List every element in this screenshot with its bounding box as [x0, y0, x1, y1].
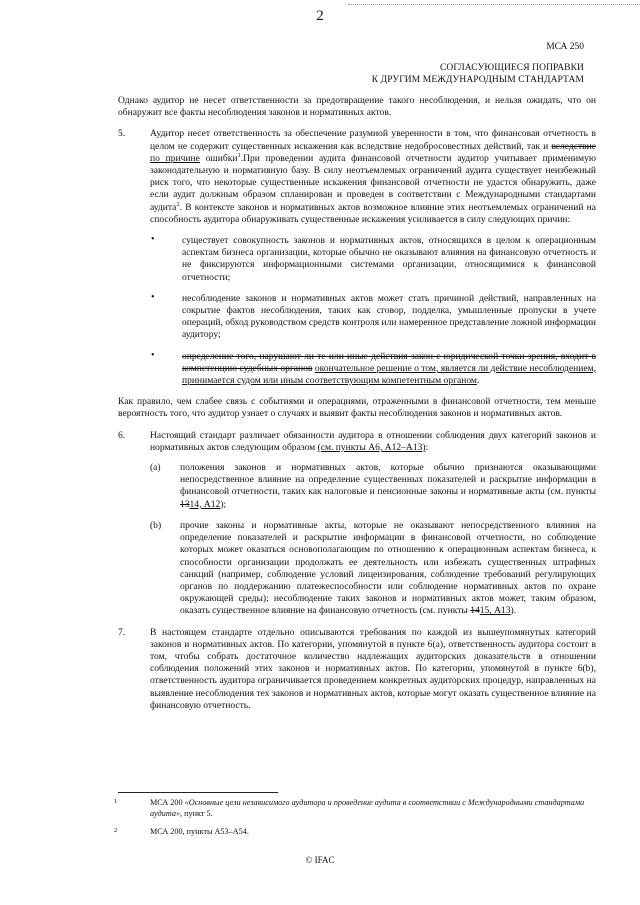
sub-item-a: (a) положения законов и нормативных актов, которые обычно признаются оказывающими непосредственное влияние на определение существенных показателей и раскрытие информации в финансовой отчетности, таких как налоговые и пенсионные законы и нормативные акты (см. пункты 1314, А12); — [150, 462, 596, 510]
sub-item-letter: (a) — [150, 462, 161, 474]
footnote-ref[interactable]: 1 — [237, 151, 241, 159]
bullet-icon: • — [151, 234, 155, 246]
after-bullets-paragraph: Как правило, чем слабее связь с событиями и операциями, отраженными в финансовой отчетности, тем меньше вероятность того, что аудитор узнает о случаях и выявит факты несоблюдения законов и нормативных актов. — [118, 396, 596, 420]
footnotes — [114, 798, 604, 846]
paragraph-number: 6. — [118, 429, 126, 441]
paragraph-5: 5. Аудитор несет ответственность за обеспечение разумной уверенности в том, что финансовая отчетность в целом не содержит существенных искажения как вследствие недобросовестных действий, так и вследствие по причине ошибки$^1$.При проведении аудита финансовой отчетности аудитор учитывает применимую законодательную и нормативную базу. В силу неотъемлемых ограничений аудита существует неизбежный риск того, что некоторые существенные искажения финансовой отчетности не удастся обнаружить, даже если аудит должным образом спланирован и проведен в соответствии с Международными стандартами аудита$^2$. В контексте законов и нормативных актов возможное влияние этих неотъемлемых ограничений на способность аудитора обнаруживать существенные искажения усиливается в силу следующих причин: — [118, 128, 596, 225]
deleted-text: определение того, нарушают ли те или иные действия закон с юридической точки зрения, входит в компетенцию судебных органов — [182, 350, 596, 374]
bullet-icon: • — [151, 291, 155, 303]
deleted-text: 13 — [180, 498, 190, 510]
footnote-separator — [118, 792, 278, 793]
document-body — [118, 95, 596, 721]
deleted-text: 14 — [470, 605, 480, 617]
list-item: • несоблюдение законов и нормативных актов может стать причиной действий, направленных на сокрытие фактов несоблюдения, таких как сговор, подделка, умышленные пропуски в учете операций, обход руководством средств контроля или намеренное представление ложной информации аудитору; — [151, 291, 596, 341]
top-dotted-rule — [348, 4, 640, 5]
inserted-text: окончательное решение о том, является ли действие несоблюдением, принимается судом или иным соответствующим компетентным органом — [182, 362, 597, 387]
cross-reference: (см. пункты А6, А12–А13) — [317, 441, 426, 453]
deleted-text: вследствие — [551, 140, 596, 152]
paragraph-7: 7. В настоящем стандарте отдельно описываются требования по каждой из вышеупомянутых категорий законов и нормативных актов. По категории, упомянутой в пункте 6(a), ответственность аудитора состоит в том, чтобы собрать достаточное количество надлежащих аудиторских доказательств в отношении соблюдения положений этих законов и нормативных актов. По категории, упомянутой в пункте 6(b), ответственность аудитора ограничивается проведением конкретных аудиторских процедур, направленных на выявление несоблюдения тех законов и нормативных актов, которые могут оказать существенное влияние на финансовую отчетность. — [118, 626, 596, 711]
paragraph-6: 6. Настоящий стандарт различает обязанности аудитора в отношении соблюдения двух категорий законов и нормативных актов следующим образом (см. пункты А6, А12–А13): (a) положения законов и нормативных актов, которые обычно признаются оказывающими непосредственное влияние на определение существенных показателей и раскрытие информации в финансовой отчетности, таких как налоговые и пенсионные законы и нормативные акты (см. пункты 1314, А12); (b) прочие законы и нормативные акты, которые не оказывают непосредственного влияния на определение показателей и раскрытие информации в финансовой отчетности, но соблюдение которых может оказаться основополагающим по отношению к операционным аспектам бизнеса, к способности организации продолжать ее деятельность или избежать существенных штрафных санкций (например, соблюдение условий лицензирования, соблюдение требований регулирующих органов по поддержанию платежеспособности или соблюдение нормативных актов по охране окружающей среды); несоблюдение таких законов и нормативных актов может, таким образом, оказать существенное влияние на финансовую отчетность (см. пункты 1415, А13). — [118, 429, 596, 617]
intro-paragraph: Однако аудитор не несет ответственности за предотвращение такого несоблюдения, и нельзя ожидать, что он обнаружит все факты несоблюдения законов и нормативных актов. — [118, 95, 596, 119]
inserted-text: 15, А13 — [479, 605, 511, 617]
header-title-line-2: К ДРУГИМ МЕЖДУНАРОДНЫМ СТАНДАРТАМ — [371, 75, 584, 85]
footnote-title: «Основные цели независимого аудитора и проведение аудита в соответствии с Международными стандартами аудита» — [150, 798, 585, 818]
bullet-icon: • — [151, 349, 155, 361]
list-item: • определение того, нарушают ли те или иные действия закон с юридической точки зрения, входит в компетенцию судебных органов окончательное решение о том, является ли действие несоблюдением, принимается судом или иным соответствующим компетентным органом. — [151, 349, 597, 387]
paragraph-number: 5. — [118, 128, 126, 140]
footnote-number: 1 — [114, 798, 118, 805]
list-item: • существует совокупность законов и нормативных актов, относящихся в целом к операционным аспектам бизнеса организации, которые обычно не оказывают влияния на финансовую отчетность и не фиксируются информационными системами организации, относящимися к финансовой отчетности; — [151, 234, 596, 283]
footnote-1: 1 МСА 200 «Основные цели независимого аудитора и проведение аудита в соответствии с Международными стандартами аудита», пункт 5. — [114, 798, 585, 818]
sub-item-b: (b) прочие законы и нормативные акты, которые не оказывают непосредственного влияния на определение показателей и раскрытие информации в финансовой отчетности, но соблюдение которых может оказаться основополагающим по отношению к операционным аспектам бизнеса, к способности организации продолжать ее деятельность или избежать существенных штрафных санкций (например, соблюдение условий лицензирования, соблюдение требований регулирующих органов по поддержанию платежеспособности или соблюдение нормативных актов по охране окружающей среды); несоблюдение таких законов и нормативных актов может, таким образом, оказать существенное влияние на финансовую отчетность (см. пункты 1415, А13). — [150, 519, 596, 617]
paragraph-number: 7. — [118, 626, 126, 638]
footnote-2: 2 МСА 200, пункты А53–А54. — [114, 827, 249, 837]
footnote-number: 2 — [114, 827, 118, 835]
footnote-ref[interactable]: 2 — [176, 200, 180, 208]
inserted-text: по причине — [150, 152, 200, 164]
inserted-text: 14, А12 — [189, 498, 221, 510]
page-footer: © IFAC — [305, 855, 335, 865]
bullet-list — [118, 235, 596, 421]
header-title-line-1: СОГЛАСУЮЩИЕСЯ ПОПРАВКИ — [439, 63, 584, 73]
standard-code: МСА 250 — [546, 42, 584, 52]
page-number: 2 — [316, 8, 324, 24]
sub-item-letter: (b) — [150, 519, 162, 531]
